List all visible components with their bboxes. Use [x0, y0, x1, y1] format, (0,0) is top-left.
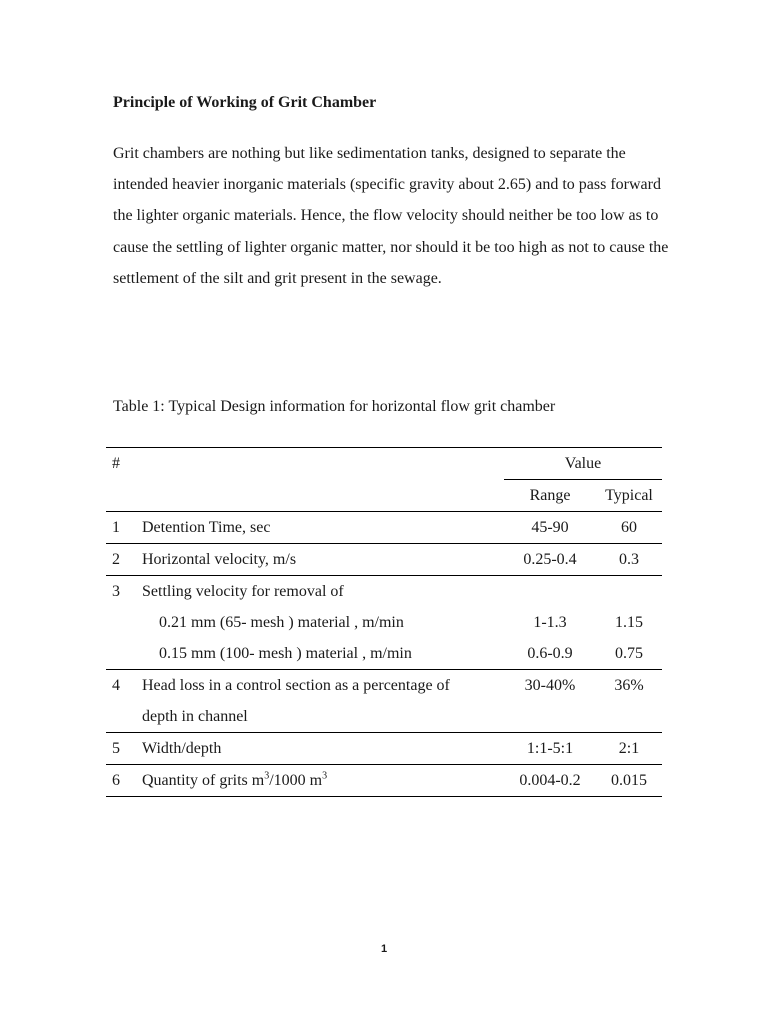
row-param: Settling velocity for removal of [142, 583, 344, 600]
header-typical: Typical [596, 480, 662, 512]
row-range: 0.004-0.2 [504, 765, 596, 797]
row-range: 0.25-0.4 [504, 544, 596, 576]
page-number: 1 [380, 943, 388, 955]
row-range [504, 576, 596, 608]
superscript: 3 [264, 770, 270, 782]
row-range: 0.6-0.9 [504, 638, 596, 670]
row-param-part: Quantity of grits m [142, 772, 265, 789]
row-range: 1:1-5:1 [504, 733, 596, 765]
table-row [106, 638, 662, 670]
row-typical: 0.015 [596, 765, 662, 797]
row-param: 0.21 mm (65- mesh ) material , m/min [159, 614, 404, 631]
table-row [106, 733, 662, 765]
row-num: 3 [112, 583, 120, 600]
header-num: # [106, 448, 142, 480]
row-param-part: /1000 m [269, 772, 323, 789]
row-num: 6 [106, 765, 142, 797]
table-row [106, 544, 662, 576]
header-range: Range [504, 480, 596, 512]
row-param: 0.15 mm (100- mesh ) material , m/min [142, 638, 504, 670]
row-typical: 1.15 [615, 614, 643, 631]
table-row [106, 512, 662, 544]
row-num: 4 [112, 677, 120, 694]
row-range: 45-90 [504, 512, 596, 544]
page-title: Principle of Working of Grit Chamber [113, 94, 377, 111]
row-param-line2: depth in channel [142, 701, 504, 733]
table-row [106, 765, 662, 797]
row-range: 1-1.3 [533, 614, 567, 631]
table-subheader-row [106, 480, 662, 512]
row-param [142, 765, 504, 797]
row-range: 30-40% [524, 677, 576, 694]
row-typical [596, 576, 662, 608]
table-caption: Table 1: Typical Design information for horizontal flow grit chamber [113, 398, 556, 415]
row-typical: 36% [614, 677, 644, 694]
row-param: Head loss in a control section as a percentage of [142, 677, 450, 694]
header-value: Value [504, 448, 662, 480]
row-typical: 0.3 [596, 544, 662, 576]
row-num: 1 [106, 512, 142, 544]
row-num: 2 [106, 544, 142, 576]
design-table [106, 447, 662, 797]
table-row [106, 576, 662, 608]
row-param: Width/depth [142, 733, 504, 765]
body-paragraph: Grit chambers are nothing but like sedimentation tanks, designed to separate the intended heavier inorganic materials (specific gravity about 2.65) and to pass forward the lighter organic materials. Hence, the flow velocity should neither be too low as to cause the settling of lighter organic matter, nor should it be too high as not to cause the settlement of the silt and grit present in the sewage. [113, 145, 669, 287]
superscript: 3 [322, 770, 328, 782]
table-row-continuation [106, 701, 662, 733]
table-header-row [106, 448, 662, 480]
row-typical: 0.75 [596, 638, 662, 670]
row-num [106, 607, 142, 638]
row-param: Detention Time, sec [142, 512, 504, 544]
row-param: Horizontal velocity, m/s [142, 544, 504, 576]
row-num: 5 [106, 733, 142, 765]
row-num [106, 638, 142, 670]
header-param [142, 448, 504, 480]
row-typical: 2:1 [596, 733, 662, 765]
row-typical: 60 [596, 512, 662, 544]
table-row [106, 607, 662, 638]
table-row [106, 670, 662, 702]
